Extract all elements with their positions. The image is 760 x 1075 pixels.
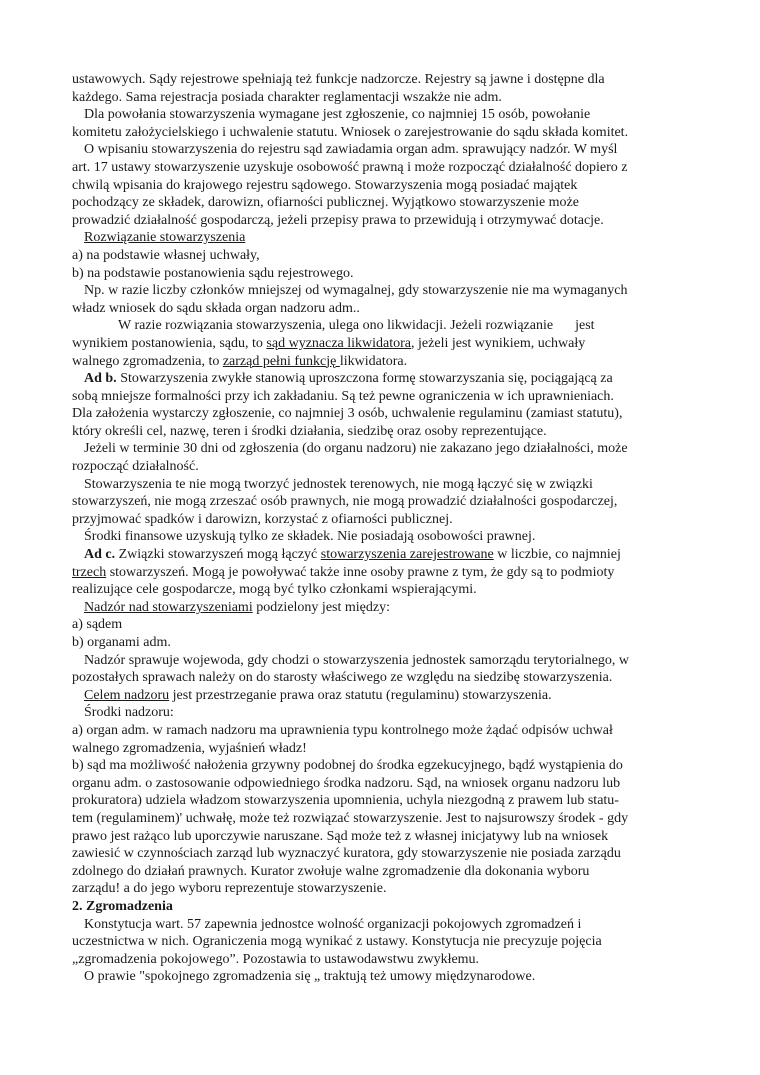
text-line: Stowarzyszenia te nie mogą tworzyć jednostek terenowych, nie mogą łączyć się w związki: [84, 476, 593, 492]
text-line: zdolnego do działań prawnych. Kurator zwołuje walne zgromadzenie dla dokonania wyboru: [72, 863, 590, 879]
paragraph: [72, 282, 692, 317]
text-segment: , jeżeli jest wynikiem, uchwały: [411, 335, 586, 351]
paragraph: [72, 141, 692, 229]
paragraph: [72, 317, 692, 370]
text-segment: W razie rozwiązania stowarzyszenia, ulega ono likwidacji. Jeżeli rozwiązanie: [118, 318, 554, 334]
text-line: realizujące cele gospodarcze, mogą być tylko członkami wspierającymi.: [72, 582, 477, 598]
underlined-phrase: Nadzór nad stowarzyszeniami: [84, 599, 253, 615]
text-line: który określi cel, nazwę, teren i środki działania, siedzibę oraz osoby reprezentujące.: [72, 423, 547, 439]
text-line: [72, 370, 692, 388]
paragraph: [72, 652, 692, 687]
text-segment: likwidatora.: [339, 353, 408, 369]
section-heading: Środki nadzoru:: [84, 705, 174, 721]
text-line: stowarzyszeń, nie mogą zrzeszać osób prawnych, nie mogą prowadzić działalności gospodarczej,: [72, 494, 618, 510]
list-item: b) na podstawie postanowienia sądu rejestrowego.: [72, 265, 354, 281]
text-line: Nadzór sprawuje wojewoda, gdy chodzi o stowarzyszenia jednostek samorządu terytorialnego, w: [84, 652, 630, 668]
bold-label: Ad b.: [84, 371, 117, 387]
text-line: prokuratora) udziela władzom stowarzyszenia upomnienia, uchyla niezgodną z prawem lub statu-: [72, 793, 619, 809]
text-line: chwilą wpisania do krajowego rejestru sądowego. Stowarzyszenia mogą posiadać majątek: [72, 177, 578, 193]
list-item: a) na podstawie własnej uchwały,: [72, 247, 260, 263]
text-line: Dla powołania stowarzyszenia wymagane jest zgłoszenie, co najmniej 15 osób, powołanie: [84, 107, 591, 123]
text-line: [72, 564, 692, 582]
underlined-phrase: zarząd pełni funkcję: [222, 353, 340, 369]
text-line: pozostałych sprawach należy on do starosty właściwego ze względu na siedzibę stowarzyszenia.: [72, 670, 613, 686]
text-line: prowadzić działalność gospodarczą, jeżeli przepisy prawa to przewidują i otrzymywać dotacje.: [72, 212, 604, 228]
text-line: O wpisaniu stowarzyszenia do rejestru sąd zawiadamia organ adm. sprawujący nadzór. W myśl: [84, 142, 618, 158]
paragraph: [72, 71, 692, 106]
underlined-phrase: Celem nadzoru: [84, 687, 170, 703]
text-line: [72, 546, 692, 564]
text-segment: w liczbie, co najmniej: [493, 547, 621, 563]
supervision-section: [72, 599, 692, 652]
bold-label: Ad c.: [84, 547, 116, 563]
text-line: [72, 599, 692, 617]
text-line: [72, 353, 692, 371]
text-line: tem (regulaminem)' uchwałę, może też rozwiązać stowarzyszenie. Jest to najsurowszy środek - gdy: [72, 810, 629, 826]
section-heading: [72, 229, 692, 247]
text-line: sobą mniejsze formalności przy ich zakładaniu. Są też pewne ograniczenia w ich uprawnieniach.: [72, 388, 614, 404]
text-line: komitetu założycielskiego i uchwalenie statutu. Wniosek o zarejestrowanie do sądu składa komitet.: [72, 124, 629, 140]
text-line: [72, 687, 692, 705]
list-item: b) sąd ma możliwość nałożenia grzywny podobnej do środka egzekucyjnego, bądź wystąpienia do: [72, 758, 623, 774]
text-line: Konstytucja wart. 57 zapewnia jednostce wolność organizacji pokojowych zgromadzeń i: [84, 916, 582, 932]
text-line: uczestnictwa w nich. Ograniczenia mogą wynikać z ustawy. Konstytucja nie precyzuje pojęcia: [72, 934, 602, 950]
text-line: władz wniosek do sądu składa organ nadzoru adm..: [72, 300, 360, 316]
text-segment: Stowarzyszenia zwykłe stanowią uproszczona formę stowarzyszania się, pociągającą za: [116, 371, 613, 387]
text-segment: jest: [575, 318, 595, 334]
text-line: [72, 335, 692, 353]
paragraph: [72, 968, 692, 986]
paragraph: [72, 528, 692, 546]
text-segment: wynikiem postanowienia, sądu, to: [72, 335, 267, 351]
underlined-phrase: trzech: [72, 564, 107, 580]
underlined-phrase: stowarzyszenia zarejestrowane: [320, 547, 494, 563]
list-item: b) organami adm.: [72, 635, 171, 650]
text-line: przyjmować spadków i darowizn, korzystać z ofiarności publicznej.: [72, 511, 453, 527]
paragraph: [72, 476, 692, 529]
list-item: a) sądem: [72, 617, 123, 633]
text-line: zawiesić w czynnościach zarząd lub wyznaczyć kuratora, gdy stowarzyszenie nie posiada zarządu: [72, 846, 621, 862]
text-line: Jeżeli w terminie 30 dni od zgłoszenia (do organu nadzoru) nie zakazano jego działalności, może: [84, 441, 628, 457]
text-line: pochodzący ze składek, darowizn, ofiarności publicznej. Wyjątkowo stowarzyszenie może: [72, 195, 579, 211]
paragraph: [72, 687, 692, 705]
paragraph: [72, 370, 692, 440]
list-item: a) organ adm. w ramach nadzoru ma uprawnienia typu kontrolnego może żądać odpisów uchwał: [72, 722, 613, 738]
paragraph: [72, 546, 692, 599]
text-segment: jest przestrzeganie prawa oraz statutu (regulaminu) stowarzyszenia.: [169, 687, 552, 703]
text-line: prawo jest rażąco lub uporczywie naruszane. Sąd może też z własnej inicjatywy lub na wniosek: [72, 828, 609, 844]
underlined-phrase: sąd wyznacza likwidatora: [266, 335, 412, 351]
text-line: Np. w razie liczby członków mniejszej od wymagalnej, gdy stowarzyszenie nie ma wymaganych: [84, 283, 628, 299]
dissolution-section: [72, 229, 692, 282]
text-line: każdego. Sama rejestracja posiada charakter reglamentacji wszakże nie adm.: [72, 89, 502, 105]
text-line: Dla założenia wystarczy zgłoszenie, co najmniej 3 osób, uchwalenie regulaminu (zamiast statutu),: [72, 406, 623, 422]
text-line: ustawowych. Sądy rejestrowe spełniają też funkcje nadzorcze. Rejestry są jawne i dostępne dla: [72, 72, 605, 87]
text-line: O prawie "spokojnego zgromadzenia się „ traktują też umowy międzynarodowe.: [84, 969, 536, 985]
document-page: [72, 71, 692, 986]
text-line: organu adm. o zastosowanie odpowiedniego środka nadzoru. Sąd, na wniosek organu nadzoru lub: [72, 775, 621, 791]
text-line: Środki finansowe uzyskują tylko ze składek. Nie posiadają osobowości prawnej.: [84, 529, 536, 545]
text-line: „zgromadzenia pokojowego”. Pozostawia to ustawodawstwu zwykłemu.: [72, 951, 480, 967]
paragraph: [72, 106, 692, 141]
text-line: zarządu! a do jego wyboru reprezentuje stowarzyszenie.: [72, 881, 387, 897]
supervision-measures: [72, 704, 692, 898]
text-line: [72, 317, 692, 335]
paragraph: [72, 440, 692, 475]
text-line: rozpocząć działalność.: [72, 459, 199, 475]
text-segment: stowarzyszeń. Mogą je powoływać także inne osoby prawne z tym, że gdy są to podmioty: [106, 564, 615, 580]
text-line: walnego zgromadzenia, wyjaśnień władz!: [72, 740, 307, 756]
text-line: art. 17 ustawy stowarzyszenie uzyskuje osobowość prawną i może rozpocząć działalność dopiero z: [72, 159, 628, 175]
text-segment: Związki stowarzyszeń mogą łączyć: [115, 547, 321, 563]
paragraph: [72, 916, 692, 969]
text-segment: walnego zgromadzenia, to: [72, 353, 223, 369]
text-segment: podzielony jest między:: [252, 599, 390, 615]
section-heading: 2. Zgromadzenia: [72, 898, 173, 914]
underlined-heading: Rozwiązanie stowarzyszenia: [84, 230, 246, 246]
